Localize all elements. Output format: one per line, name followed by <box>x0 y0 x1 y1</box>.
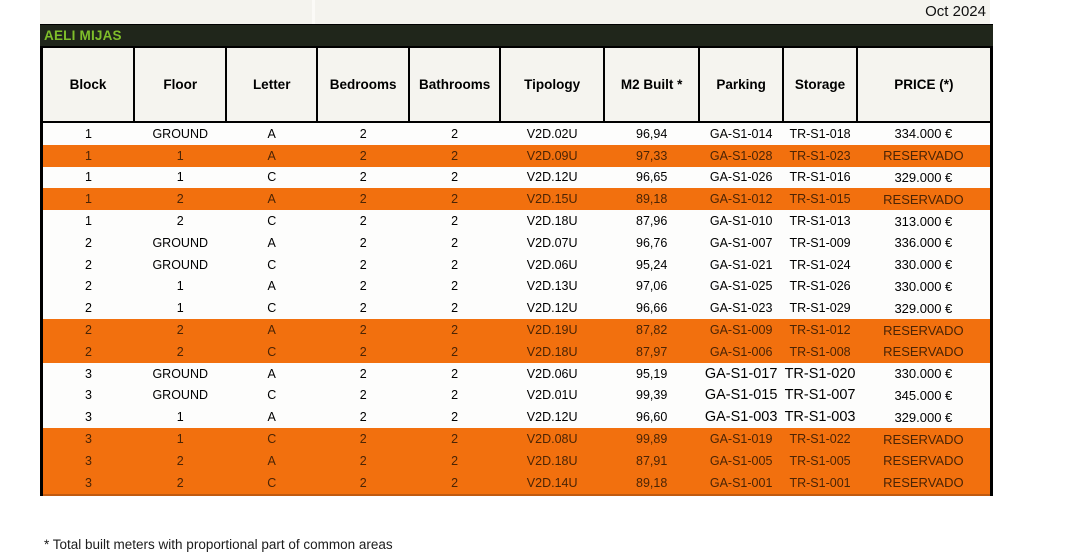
table-cell: 2 <box>317 145 409 167</box>
table-cell: 2 <box>317 188 409 210</box>
table-cell: A <box>226 232 316 254</box>
table-cell: C <box>226 254 316 276</box>
table-cell: 2 <box>317 167 409 189</box>
table-cell: 87,91 <box>604 450 698 472</box>
table-cell: V2D.01U <box>500 385 605 407</box>
table-row <box>42 472 992 495</box>
table-cell: TR-S1-012 <box>783 319 856 341</box>
table-row <box>42 428 992 450</box>
table-cell: 2 <box>409 254 499 276</box>
table-cell: RESERVADO <box>857 319 992 341</box>
table-cell: 329.000 € <box>857 297 992 319</box>
table-cell: GA-S1-017 <box>699 363 783 385</box>
table-cell: C <box>226 472 316 495</box>
column-header-m2-built: M2 Built * <box>604 47 698 122</box>
table-row <box>42 232 992 254</box>
table-cell: V2D.09U <box>500 145 605 167</box>
table-cell: TR-S1-013 <box>783 210 856 232</box>
table-cell: 2 <box>317 232 409 254</box>
column-header-parking: Parking <box>699 47 783 122</box>
table-cell: TR-S1-022 <box>783 428 856 450</box>
table-cell: V2D.02U <box>500 122 605 145</box>
table-cell: 2 <box>317 254 409 276</box>
table-cell: V2D.12U <box>500 406 605 428</box>
table-cell: GA-S1-012 <box>699 188 783 210</box>
table-cell: 2 <box>409 210 499 232</box>
table-cell: 1 <box>42 122 134 145</box>
table-row <box>42 341 992 363</box>
table-cell: GA-S1-015 <box>699 385 783 407</box>
table-cell: GA-S1-010 <box>699 210 783 232</box>
page-date: Oct 2024 <box>925 3 986 20</box>
table-cell: 87,97 <box>604 341 698 363</box>
table-cell: GA-S1-021 <box>699 254 783 276</box>
column-header-bathrooms: Bathrooms <box>409 47 499 122</box>
column-header-bedrooms: Bedrooms <box>317 47 409 122</box>
table-cell: 1 <box>134 297 226 319</box>
column-header-letter: Letter <box>226 47 316 122</box>
table-cell: TR-S1-003 <box>783 406 856 428</box>
table-cell: 2 <box>42 232 134 254</box>
table-cell: 2 <box>134 188 226 210</box>
table-cell: 1 <box>134 145 226 167</box>
table-cell: TR-S1-007 <box>783 385 856 407</box>
table-cell: 329.000 € <box>857 406 992 428</box>
table-cell: C <box>226 385 316 407</box>
table-cell: 96,94 <box>604 122 698 145</box>
table-cell: RESERVADO <box>857 188 992 210</box>
table-cell: 87,96 <box>604 210 698 232</box>
table-cell: RESERVADO <box>857 428 992 450</box>
title-band <box>40 24 993 46</box>
table-cell: GROUND <box>134 363 226 385</box>
table-cell: TR-S1-005 <box>783 450 856 472</box>
table-cell: TR-S1-023 <box>783 145 856 167</box>
table-row <box>42 254 992 276</box>
table-cell: 334.000 € <box>857 122 992 145</box>
table-cell: 3 <box>42 385 134 407</box>
table-cell: TR-S1-008 <box>783 341 856 363</box>
table-cell: 2 <box>317 450 409 472</box>
header-row <box>42 47 992 122</box>
table-cell: 96,65 <box>604 167 698 189</box>
table-cell: V2D.06U <box>500 254 605 276</box>
table-cell: TR-S1-009 <box>783 232 856 254</box>
table-cell: 2 <box>317 472 409 495</box>
table-cell: 1 <box>42 145 134 167</box>
table-cell: TR-S1-020 <box>783 363 856 385</box>
table-cell: 2 <box>317 341 409 363</box>
table-cell: 336.000 € <box>857 232 992 254</box>
table-cell: TR-S1-029 <box>783 297 856 319</box>
table-cell: 2 <box>409 145 499 167</box>
cell-divider <box>312 0 315 24</box>
table-cell: 2 <box>42 297 134 319</box>
table-cell: 2 <box>42 276 134 298</box>
table-row <box>42 450 992 472</box>
table-cell: 89,18 <box>604 472 698 495</box>
table-cell: TR-S1-024 <box>783 254 856 276</box>
table-cell: RESERVADO <box>857 341 992 363</box>
table-cell: 3 <box>42 472 134 495</box>
column-header-floor: Floor <box>134 47 226 122</box>
table-cell: V2D.06U <box>500 363 605 385</box>
table-cell: 2 <box>42 319 134 341</box>
table-cell: GA-S1-019 <box>699 428 783 450</box>
table-cell: 89,18 <box>604 188 698 210</box>
table-cell: 2 <box>134 341 226 363</box>
table-cell: 2 <box>134 319 226 341</box>
table-cell: 95,24 <box>604 254 698 276</box>
date-strip <box>40 0 990 24</box>
table-cell: 2 <box>409 122 499 145</box>
table-cell: V2D.14U <box>500 472 605 495</box>
table-cell: 2 <box>409 188 499 210</box>
table-row <box>42 297 992 319</box>
table-cell: 1 <box>134 167 226 189</box>
table-row <box>42 188 992 210</box>
table-cell: 2 <box>134 210 226 232</box>
table-row <box>42 385 992 407</box>
table-row <box>42 145 992 167</box>
table-row <box>42 167 992 189</box>
table-cell: GA-S1-003 <box>699 406 783 428</box>
table-cell: GA-S1-014 <box>699 122 783 145</box>
table-cell: 2 <box>317 406 409 428</box>
table-cell: GROUND <box>134 385 226 407</box>
table-cell: 2 <box>409 297 499 319</box>
table-cell: TR-S1-018 <box>783 122 856 145</box>
column-header-block: Block <box>42 47 134 122</box>
table-cell: 330.000 € <box>857 254 992 276</box>
table-cell: 330.000 € <box>857 276 992 298</box>
table-cell: GA-S1-026 <box>699 167 783 189</box>
table-cell: V2D.18U <box>500 341 605 363</box>
table-cell: V2D.15U <box>500 188 605 210</box>
table-cell: 2 <box>317 297 409 319</box>
table-cell: 1 <box>42 210 134 232</box>
table-cell: 2 <box>409 385 499 407</box>
table-cell: 2 <box>409 341 499 363</box>
column-header-tipology: Tipology <box>500 47 605 122</box>
table-cell: 2 <box>317 122 409 145</box>
table-cell: GA-S1-028 <box>699 145 783 167</box>
table-cell: A <box>226 276 316 298</box>
table-cell: 1 <box>42 167 134 189</box>
table-cell: TR-S1-026 <box>783 276 856 298</box>
table-cell: 1 <box>134 276 226 298</box>
table-cell: GA-S1-007 <box>699 232 783 254</box>
table-cell: 2 <box>317 363 409 385</box>
table-cell: V2D.12U <box>500 167 605 189</box>
table-cell: 2 <box>317 276 409 298</box>
table-cell: 97,33 <box>604 145 698 167</box>
table-cell: 3 <box>42 406 134 428</box>
table-cell: A <box>226 319 316 341</box>
table-cell: 1 <box>134 428 226 450</box>
table-cell: A <box>226 406 316 428</box>
table-cell: GROUND <box>134 254 226 276</box>
table-cell: V2D.19U <box>500 319 605 341</box>
table-cell: 3 <box>42 363 134 385</box>
table-cell: 99,89 <box>604 428 698 450</box>
table-cell: 2 <box>409 472 499 495</box>
table-cell: 2 <box>134 450 226 472</box>
table-cell: GA-S1-001 <box>699 472 783 495</box>
table-cell: 2 <box>409 232 499 254</box>
table-cell: 2 <box>42 254 134 276</box>
table-cell: 345.000 € <box>857 385 992 407</box>
table-cell: GROUND <box>134 232 226 254</box>
table-cell: 2 <box>317 319 409 341</box>
table-cell: 96,66 <box>604 297 698 319</box>
table-cell: 1 <box>134 406 226 428</box>
table-cell: A <box>226 145 316 167</box>
table-row <box>42 406 992 428</box>
table-cell: C <box>226 341 316 363</box>
table-cell: C <box>226 428 316 450</box>
table-cell: 2 <box>409 363 499 385</box>
table-cell: TR-S1-015 <box>783 188 856 210</box>
table-cell: GROUND <box>134 122 226 145</box>
table-cell: V2D.12U <box>500 297 605 319</box>
table-cell: 2 <box>409 167 499 189</box>
table-cell: RESERVADO <box>857 450 992 472</box>
table-cell: RESERVADO <box>857 472 992 495</box>
footnote: * Total built meters with proportional part of common areas <box>44 537 393 552</box>
table-cell: 330.000 € <box>857 363 992 385</box>
table-cell: 2 <box>317 210 409 232</box>
table-cell: 1 <box>42 188 134 210</box>
table-cell: GA-S1-025 <box>699 276 783 298</box>
table-cell: 97,06 <box>604 276 698 298</box>
table-cell: TR-S1-016 <box>783 167 856 189</box>
table-cell: 2 <box>409 319 499 341</box>
table-cell: 3 <box>42 450 134 472</box>
price-table <box>40 46 993 496</box>
column-header-price: PRICE (*) <box>857 47 992 122</box>
table-cell: 87,82 <box>604 319 698 341</box>
table-cell: 2 <box>317 428 409 450</box>
table-cell: GA-S1-009 <box>699 319 783 341</box>
sheet-title: AELI MIJAS <box>44 28 122 43</box>
table-cell: 2 <box>42 341 134 363</box>
table-cell: V2D.18U <box>500 210 605 232</box>
table-cell: 313.000 € <box>857 210 992 232</box>
column-header-storage: Storage <box>783 47 856 122</box>
table-cell: C <box>226 297 316 319</box>
table-cell: V2D.18U <box>500 450 605 472</box>
table-cell: C <box>226 167 316 189</box>
table-cell: A <box>226 450 316 472</box>
table-row <box>42 363 992 385</box>
table-cell: 2 <box>409 450 499 472</box>
table-cell: A <box>226 363 316 385</box>
table-cell: 96,60 <box>604 406 698 428</box>
table-cell: 2 <box>134 472 226 495</box>
table-cell: 2 <box>317 385 409 407</box>
table-row <box>42 122 992 145</box>
table-cell: RESERVADO <box>857 145 992 167</box>
table-cell: 96,76 <box>604 232 698 254</box>
table-cell: V2D.07U <box>500 232 605 254</box>
table-cell: 2 <box>409 428 499 450</box>
table-cell: 95,19 <box>604 363 698 385</box>
table-cell: 329.000 € <box>857 167 992 189</box>
table-row <box>42 210 992 232</box>
table-cell: A <box>226 122 316 145</box>
table-cell: 2 <box>409 276 499 298</box>
table-cell: 99,39 <box>604 385 698 407</box>
table-cell: C <box>226 210 316 232</box>
table-cell: 3 <box>42 428 134 450</box>
table-cell: GA-S1-006 <box>699 341 783 363</box>
table-cell: V2D.13U <box>500 276 605 298</box>
table-row <box>42 319 992 341</box>
table-row <box>42 276 992 298</box>
table-cell: A <box>226 188 316 210</box>
table-cell: V2D.08U <box>500 428 605 450</box>
table-cell: GA-S1-005 <box>699 450 783 472</box>
table-cell: 2 <box>409 406 499 428</box>
table-cell: TR-S1-001 <box>783 472 856 495</box>
table-cell: GA-S1-023 <box>699 297 783 319</box>
